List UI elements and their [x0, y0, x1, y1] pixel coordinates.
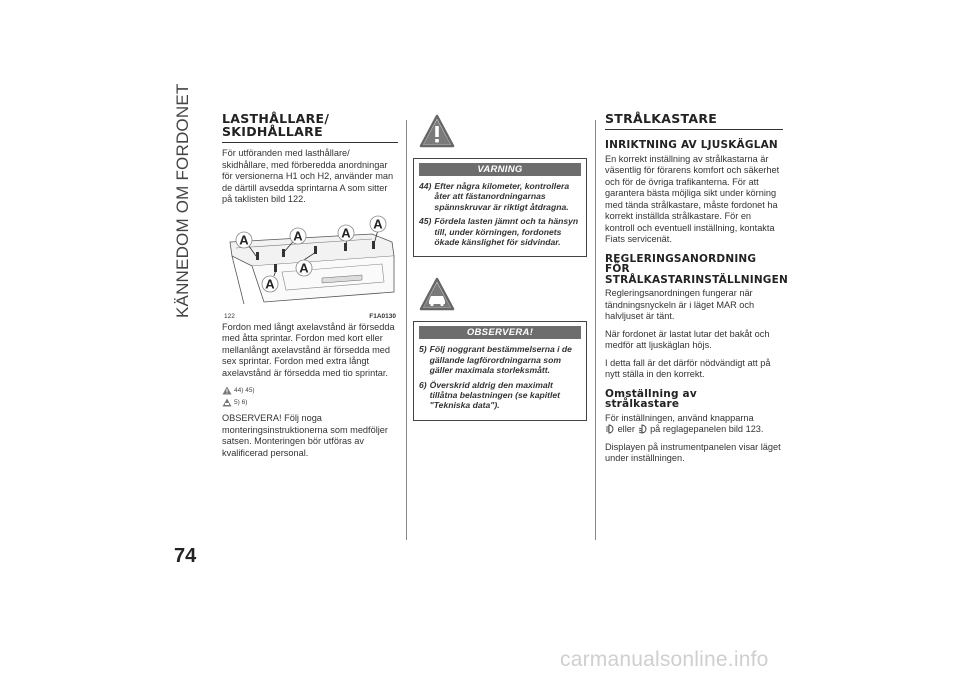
svg-text:A: A	[373, 216, 383, 231]
warning-triangle-icon	[222, 386, 232, 395]
warning-item: 44) Efter några kilometer, kontrollera åter att fästanordningarnas spännskruvar är riktigt åtdragna.	[419, 181, 570, 212]
paragraph: En korrekt inställning av strålkastarna är väsentlig för förarens komfort och säkerhet och för de övriga trafikanterna. För att garantera bästa möjliga sikt under körning med tända strålkastare, måste fordonet ha korrekt inställda strålkastare. För en kontroll och eventuell inställning, kontakta Fiats servicenät.	[605, 153, 780, 244]
figure-roof-pins	[222, 212, 398, 320]
subheading-adjuster: REGLERINGSANORDNING FÖR STRÅLKASTARINSTÄLLNINGEN	[605, 252, 788, 286]
svg-text:A: A	[239, 232, 249, 247]
paragraph: I detta fall är det därför nödvändigt att på nytt ställa in den korrekt.	[605, 357, 771, 379]
paragraph: När fordonet är lastat lutar det bakåt och medför att ljuskäglan höjs.	[605, 328, 770, 350]
paragraph: OBSERVERA! Följ noga monteringsinstruktionerna som medföljer satsen. Monteringen bör utföras av kvalificerad personal.	[222, 413, 388, 458]
car-caution-icon	[222, 398, 232, 407]
pin-label-a	[338, 225, 354, 241]
paragraph: För inställningen, använd knapparna eller på reglagepanelen bild 123.	[605, 412, 764, 434]
pin-label-a	[236, 232, 252, 248]
warning-box	[413, 158, 587, 257]
chapter-side-tab	[172, 83, 194, 318]
column-divider	[595, 120, 596, 540]
paragraph: Displayen på instrumentpanelen visar läget under inställningen.	[605, 441, 781, 463]
warning-title: VARNING	[419, 163, 581, 176]
column-notices	[413, 112, 587, 421]
svg-text:A: A	[299, 260, 309, 275]
warning-triangle-icon	[419, 114, 455, 152]
figure-code: F1A0130	[369, 312, 396, 320]
figure-number: 122	[224, 312, 235, 320]
svg-text:A: A	[265, 276, 275, 291]
notice-item: 6) Överskrid aldrig den maximalt tillåtna belastningen (se kapitlet "Tekniska data").	[419, 379, 561, 411]
pin-label-a	[262, 276, 278, 292]
section-title-roof-rack: LASTHÅLLARE/ SKIDHÅLLARE	[222, 112, 398, 143]
headlight-down-icon	[638, 424, 648, 434]
column-divider	[406, 120, 407, 540]
headlight-up-icon	[605, 424, 615, 434]
van-roof-illustration	[222, 212, 398, 312]
section-title-headlights: STRÅLKASTARE	[605, 112, 783, 130]
subheading-headlight-adjustment: Omställning av strålkastare	[605, 387, 697, 410]
warning-reference: 44) 45)	[222, 385, 398, 395]
svg-text:A: A	[341, 225, 351, 240]
subheading-beam-alignment: INRIKTNING AV LJUSKÄGLAN	[605, 139, 778, 151]
column-roof-rack	[222, 112, 398, 465]
car-caution-icon	[419, 277, 455, 315]
pin-label-a	[290, 228, 306, 244]
paragraph: Fordon med långt axelavstånd är försedda med åtta sprintar. Fordon med kort eller mellanlångt axelavstånd är försedda med sex sprintar. Fordon med extra långt axelavstånd är försedda med tio sprintar.	[222, 321, 395, 378]
pin-label-a	[370, 216, 386, 232]
notice-item: 5) Följ noggrant bestämmelserna i de gällande lagförordningarna som gäller maximala storleksmått.	[419, 344, 572, 376]
pin-label-a	[296, 260, 312, 276]
chapter-title: KÄNNEDOM OM FORDONET	[173, 83, 192, 318]
page-number: 74	[174, 545, 197, 567]
svg-text:A: A	[293, 228, 303, 243]
paragraph: Regleringsanordningen fungerar när tändningsnyckeln är i läget MAR och halvljuset är tänt.	[605, 288, 755, 321]
paragraph: För utföranden med lasthållare/ skidhållare, med förberedda anordningar för versionerna H1 och H2, använder man de därtill avsedda sprintarna A som sitter på taklisten bild 122.	[222, 148, 394, 204]
notice-box	[413, 321, 587, 420]
notice-icon-area	[413, 275, 587, 321]
watermark: carmanualsonline.info	[560, 648, 769, 671]
column-headlights	[605, 111, 788, 471]
note-reference: 5) 6)	[222, 397, 398, 407]
notice-title: OBSERVERA!	[419, 326, 581, 339]
warning-item: 45) Fördela lasten jämnt och ta hänsyn till, under körningen, fordonets ökade känslighet för sidvindar.	[419, 216, 579, 248]
warning-icon-area	[413, 112, 587, 158]
